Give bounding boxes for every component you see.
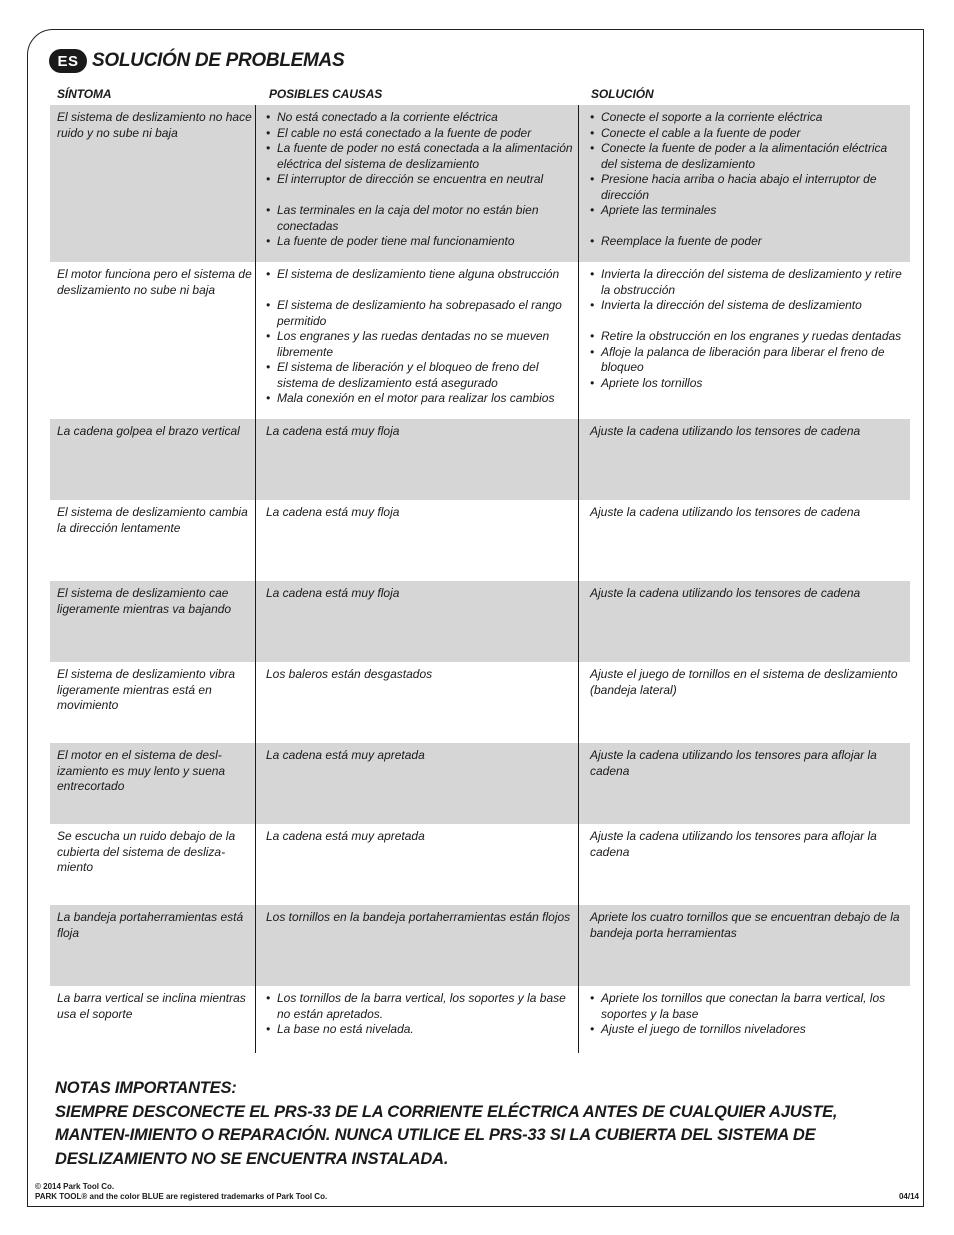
solution-cell: Ajuste el juego de tornillos en el sistema de deslizamiento (bandeja lateral) — [590, 667, 898, 697]
table-row — [50, 581, 910, 662]
symptom-cell: El sistema de deslizamiento cae ligeramente mientras va bajando — [57, 586, 232, 616]
table-row — [50, 662, 910, 743]
causes-cell: La cadena está muy floja — [266, 505, 400, 519]
solution-item: • Retire la obstrucción en los engranes y ruedas dentadas — [590, 329, 905, 345]
causes-cell: La cadena está muy floja — [266, 586, 400, 600]
solution-cell: Ajuste la cadena utilizando los tensores para aflojar la cadena — [590, 829, 877, 859]
causes-cell — [266, 262, 578, 407]
solution-item: • Apriete las terminales — [590, 203, 905, 219]
symptom-cell: El sistema de deslizamiento vibra ligeramente mientras está en movimiento — [57, 667, 236, 712]
cause-item: • El sistema de liberación y el bloqueo de freno del sistema de deslizamiento está asegurado — [266, 360, 578, 391]
symptom-cell: El sistema de deslizamiento no hace ruido y no sube ni baja — [57, 110, 252, 140]
language-badge: ES — [49, 49, 87, 73]
causes-cell: La cadena está muy apretada — [266, 748, 425, 762]
copyright-text: © 2014 Park Tool Co. — [35, 1182, 115, 1191]
column-divider — [255, 105, 256, 1053]
table-row — [50, 986, 910, 1053]
cause-item: • El interruptor de dirección se encuentra en neutral — [266, 172, 578, 188]
solution-cell: Apriete los cuatro tornillos que se encuentran debajo de la bandeja porta herramientas — [590, 910, 900, 940]
solution-cell: Ajuste la cadena utilizando los tensores de cadena — [590, 424, 861, 438]
causes-cell: Los tornillos en la bandeja portaherramientas están flojos — [266, 910, 571, 924]
cause-item: • Los tornillos de la barra vertical, los soportes y la base no están apretados. — [266, 991, 578, 1022]
solution-item: • Conecte el cable a la fuente de poder — [590, 126, 905, 142]
cause-item: • El sistema de deslizamiento ha sobrepasado el rango permitido — [266, 298, 578, 329]
symptom-cell: El sistema de deslizamiento cambia la dirección lentamente — [57, 505, 248, 535]
symptom-cell: Se escucha un ruido debajo de la cubierta del sistema de desliza-miento — [57, 829, 236, 874]
causes-cell: La cadena está muy apretada — [266, 829, 425, 843]
cause-item: • Las terminales en la caja del motor no están bien conectadas — [266, 203, 578, 234]
solution-item: • Reemplace la fuente de poder — [590, 234, 905, 250]
table-row — [50, 105, 910, 262]
solution-item: • Apriete los tornillos — [590, 376, 905, 392]
notes-body: SIEMPRE DESCONECTE EL PRS-33 DE LA CORRIENTE ELÉCTRICA ANTES DE CUALQUIER AJUSTE, MANTEN-IMIENTO O REPARACIÓN. NUNCA UTILICE EL PRS-33 SI LA CUBIERTA DEL SISTEMA DE DESLIZAMIENTO NO SE ENCUENTRA INSTALADA. — [55, 1102, 838, 1168]
cause-item: • La fuente de poder no está conectada a la alimentación eléctrica del sistema de deslizamiento — [266, 141, 578, 172]
causes-cell — [266, 105, 578, 250]
solution-cell — [590, 105, 905, 250]
solution-item: • Presione hacia arriba o hacia abajo el interruptor de dirección — [590, 172, 905, 203]
symptom-cell: El motor funciona pero el sistema de deslizamiento no sube ni baja — [57, 267, 252, 297]
column-header-causes: POSIBLES CAUSAS — [269, 87, 383, 101]
cause-item: • Los engranes y las ruedas dentadas no se mueven libremente — [266, 329, 578, 360]
table-row — [50, 905, 910, 986]
symptom-cell: La cadena golpea el brazo vertical — [57, 424, 240, 438]
symptom-cell: El motor en el sistema de desl-izamiento es muy lento y suena entrecortado — [57, 748, 226, 793]
table-row — [50, 419, 910, 500]
table-row — [50, 262, 910, 419]
notes-heading: NOTAS IMPORTANTES: — [55, 1079, 237, 1097]
symptom-cell: La barra vertical se inclina mientras usa el soporte — [57, 991, 246, 1021]
solution-item: • Afloje la palanca de liberación para liberar el freno de bloqueo — [590, 345, 905, 376]
solution-cell — [590, 262, 905, 391]
solution-cell — [590, 986, 905, 1038]
solution-cell: Ajuste la cadena utilizando los tensores de cadena — [590, 505, 861, 519]
solution-item: • Invierta la dirección del sistema de deslizamiento — [590, 298, 905, 314]
solution-item: • Conecte el soporte a la corriente eléctrica — [590, 110, 905, 126]
causes-cell — [266, 986, 578, 1038]
cause-item: • El sistema de deslizamiento tiene alguna obstrucción — [266, 267, 578, 283]
solution-item: • Apriete los tornillos que conectan la barra vertical, los soportes y la base — [590, 991, 905, 1022]
revision-date: 04/14 — [898, 1192, 919, 1201]
column-header-solution: SOLUCIÓN — [591, 87, 654, 101]
troubleshooting-table — [50, 105, 910, 1053]
symptom-cell: La bandeja portaherramientas está floja — [57, 910, 244, 940]
section-header — [49, 48, 344, 74]
table-row — [50, 743, 910, 824]
causes-cell: La cadena está muy floja — [266, 424, 400, 438]
cause-item: • La base no está nivelada. — [266, 1022, 578, 1038]
page-title: SOLUCIÓN DE PROBLEMAS — [92, 50, 345, 71]
solution-item: • Invierta la dirección del sistema de deslizamiento y retire la obstrucción — [590, 267, 905, 298]
solution-item: • Ajuste el juego de tornillos niveladores — [590, 1022, 905, 1038]
trademark-text: PARK TOOL® and the color BLUE are registered trademarks of Park Tool Co. — [35, 1192, 328, 1201]
cause-item: • No está conectado a la corriente eléctrica — [266, 110, 578, 126]
table-row — [50, 500, 910, 581]
column-divider — [578, 105, 579, 1053]
solution-item: • Conecte la fuente de poder a la alimentación eléctrica del sistema de deslizamiento — [590, 141, 905, 172]
causes-cell: Los baleros están desgastados — [266, 667, 433, 681]
column-header-symptom: SÍNTOMA — [57, 87, 112, 101]
cause-item: • Mala conexión en el motor para realizar los cambios — [266, 391, 578, 407]
cause-item: • El cable no está conectado a la fuente de poder — [266, 126, 578, 142]
solution-cell: Ajuste la cadena utilizando los tensores de cadena — [590, 586, 861, 600]
cause-item: • La fuente de poder tiene mal funcionamiento — [266, 234, 578, 250]
important-notes — [55, 1077, 915, 1171]
table-row — [50, 824, 910, 905]
solution-cell: Ajuste la cadena utilizando los tensores para aflojar la cadena — [590, 748, 877, 778]
